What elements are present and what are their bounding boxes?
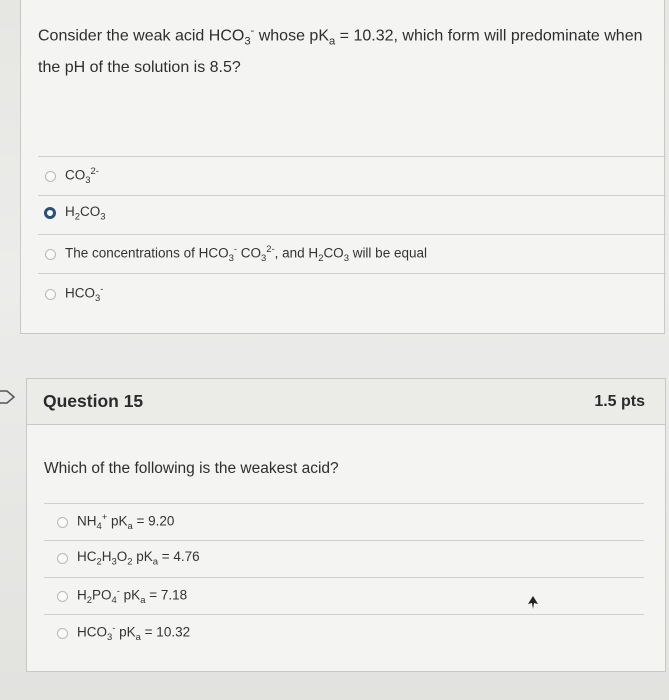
radio-button[interactable] bbox=[57, 553, 68, 564]
radio-button-selected[interactable] bbox=[44, 207, 56, 219]
radio-button[interactable] bbox=[45, 171, 56, 182]
question-15-text: Which of the following is the weakest acid? bbox=[44, 460, 339, 477]
mouse-cursor-icon bbox=[527, 596, 539, 610]
question-title: Question 15 bbox=[43, 391, 144, 411]
radio-button[interactable] bbox=[45, 289, 56, 300]
answer-label: $NH_4^+$ $pK_a = 9.20$ bbox=[77, 512, 175, 533]
answer-label: $HCO_3^-$ $pK_a = 10.32$ bbox=[77, 623, 191, 644]
q15-answer-acetic[interactable] bbox=[57, 549, 200, 568]
q15-answer-nh4[interactable] bbox=[57, 512, 174, 532]
q14-answer-h2co3[interactable] bbox=[44, 204, 106, 223]
q15-answer-h2po4[interactable] bbox=[57, 586, 187, 606]
q15-answer-hco3[interactable] bbox=[57, 623, 190, 643]
answer-label: $HCO_3^-$ bbox=[65, 284, 104, 305]
q14-answer-equal[interactable] bbox=[45, 244, 427, 264]
q14-text-part: = 10.32, which form will predominate when the pH of the solution is 8.5? bbox=[38, 27, 643, 76]
q14-text-part: Consider the weak acid HCO bbox=[38, 27, 245, 45]
divider bbox=[38, 195, 666, 196]
q14-answer-co3[interactable] bbox=[45, 166, 99, 186]
radio-button[interactable] bbox=[45, 249, 56, 260]
answer-label: $H_2PO_4^-$ $pK_a = 7.18$ bbox=[77, 586, 188, 607]
answer-label: $HC_2H_3O_2$ $pK_a = 4.76$ bbox=[77, 549, 200, 568]
question-15-header bbox=[27, 379, 665, 425]
answer-label: $H_2CO_3$ bbox=[65, 204, 106, 223]
radio-button[interactable] bbox=[57, 628, 68, 639]
left-arrow-icon bbox=[0, 390, 16, 404]
divider bbox=[44, 614, 644, 615]
answer-label: $CO_3^{2-}$ bbox=[65, 166, 99, 187]
question-14-card bbox=[20, 0, 665, 334]
radio-button[interactable] bbox=[57, 517, 68, 528]
divider bbox=[44, 540, 644, 541]
question-14-text bbox=[38, 19, 658, 80]
answer-label: The concentrations of $HCO_3^-$ $CO_3^{2-}$, and $H_2CO_3$ will be equal bbox=[65, 244, 427, 265]
radio-button[interactable] bbox=[57, 591, 68, 602]
divider bbox=[44, 577, 644, 578]
q14-text-sup: - bbox=[250, 25, 255, 37]
question-15-card bbox=[26, 378, 666, 672]
divider bbox=[38, 156, 666, 157]
divider bbox=[38, 273, 666, 274]
q14-answer-hco3[interactable] bbox=[45, 284, 103, 304]
q14-text-part: whose pK bbox=[254, 27, 329, 45]
question-points: 1.5 pts bbox=[594, 393, 645, 410]
q14-text-sub: a bbox=[329, 35, 336, 48]
divider bbox=[44, 503, 644, 504]
divider bbox=[38, 234, 666, 235]
q14-text-sub: 3 bbox=[244, 35, 251, 48]
